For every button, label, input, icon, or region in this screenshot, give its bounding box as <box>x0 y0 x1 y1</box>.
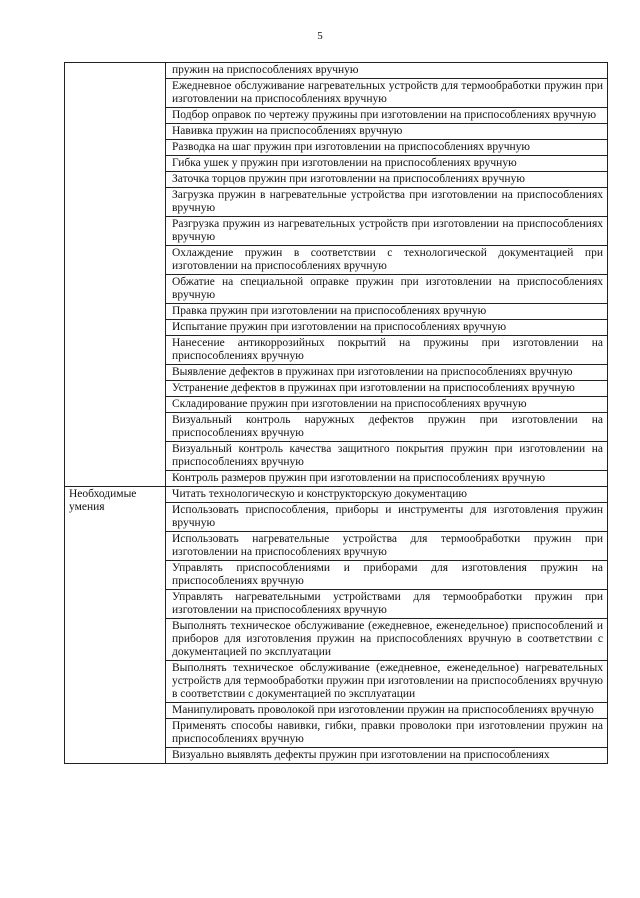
requirement-item: Визуальный контроль качества защитного покрытия пружин при изготовлении на приспособлениях вручную <box>166 442 608 471</box>
requirement-item: Нанесение антикоррозийных покрытий на пружины при изготовлении на приспособлениях вручную <box>166 336 608 365</box>
requirement-item: Разводка на шаг пружин при изготовлении на приспособлениях вручную <box>166 140 608 156</box>
requirements-table <box>64 62 608 764</box>
table-row <box>65 487 608 503</box>
requirement-item: Визуально выявлять дефекты пружин при изготовлении на приспособлениях <box>166 748 608 764</box>
requirement-item: Ежедневное обслуживание нагревательных устройств для термообработки пружин при изготовлении на приспособлениях вручную <box>166 79 608 108</box>
requirement-item: Выявление дефектов в пружинах при изготовлении на приспособлениях вручную <box>166 365 608 381</box>
requirement-item: Управлять приспособлениями и приборами для изготовления пружин на приспособлениях вручную <box>166 561 608 590</box>
requirement-item: Подбор оправок по чертежу пружины при изготовлении на приспособлениях вручную <box>166 108 608 124</box>
table-row <box>65 63 608 79</box>
requirement-item: Гибка ушек у пружин при изготовлении на приспособлениях вручную <box>166 156 608 172</box>
requirement-item: Управлять нагревательными устройствами для термообработки пружин при изготовлении на приспособлениях вручную <box>166 590 608 619</box>
requirement-item: Устранение дефектов в пружинах при изготовлении на приспособлениях вручную <box>166 381 608 397</box>
requirement-item: Контроль размеров пружин при изготовлении на приспособлениях вручную <box>166 471 608 487</box>
page-number: 5 <box>317 30 323 42</box>
requirement-item: Складирование пружин при изготовлении на приспособлениях вручную <box>166 397 608 413</box>
requirement-item: Визуальный контроль наружных дефектов пружин при изготовлении на приспособлениях вручную <box>166 413 608 442</box>
requirement-item: Правка пружин при изготовлении на приспособлениях вручную <box>166 304 608 320</box>
requirement-item: Применять способы навивки, гибки, правки проволоки при изготовлении пружин на приспособлениях вручную <box>166 719 608 748</box>
requirement-item: Навивка пружин на приспособлениях вручную <box>166 124 608 140</box>
requirement-item: Испытание пружин при изготовлении на приспособлениях вручную <box>166 320 608 336</box>
section-label <box>65 63 166 487</box>
requirement-item: Использовать приспособления, приборы и инструменты для изготовления пружин вручную <box>166 503 608 532</box>
requirement-item: Выполнять техническое обслуживание (ежедневное, еженедельное) нагревательных устройств для термообработки пружин при изготовлении на приспособлениях вручную в соответствии с документацией по эксплуатации <box>166 661 608 703</box>
requirement-item: пружин на приспособлениях вручную <box>166 63 608 79</box>
section-label: Необходимые умения <box>65 487 166 764</box>
requirement-item: Разгрузка пружин из нагревательных устройств при изготовлении на приспособлениях вручную <box>166 217 608 246</box>
requirement-item: Выполнять техническое обслуживание (ежедневное, еженедельное) приспособлений и приборов для изготовления пружин на приспособлениях вручную в соответствии с документацией по эксплуатации <box>166 619 608 661</box>
requirement-item: Обжатие на специальной оправке пружин при изготовлении на приспособлениях вручную <box>166 275 608 304</box>
requirement-item: Манипулировать проволокой при изготовлении пружин на приспособлениях вручную <box>166 703 608 719</box>
requirement-item: Загрузка пружин в нагревательные устройства при изготовлении на приспособлениях вручную <box>166 188 608 217</box>
requirement-item: Охлаждение пружин в соответствии с технологической документацией при изготовлении на приспособлениях вручную <box>166 246 608 275</box>
requirement-item: Заточка торцов пружин при изготовлении на приспособлениях вручную <box>166 172 608 188</box>
requirement-item: Использовать нагревательные устройства для термообработки пружин при изготовлении на приспособлениях вручную <box>166 532 608 561</box>
requirement-item: Читать технологическую и конструкторскую документацию <box>166 487 608 503</box>
